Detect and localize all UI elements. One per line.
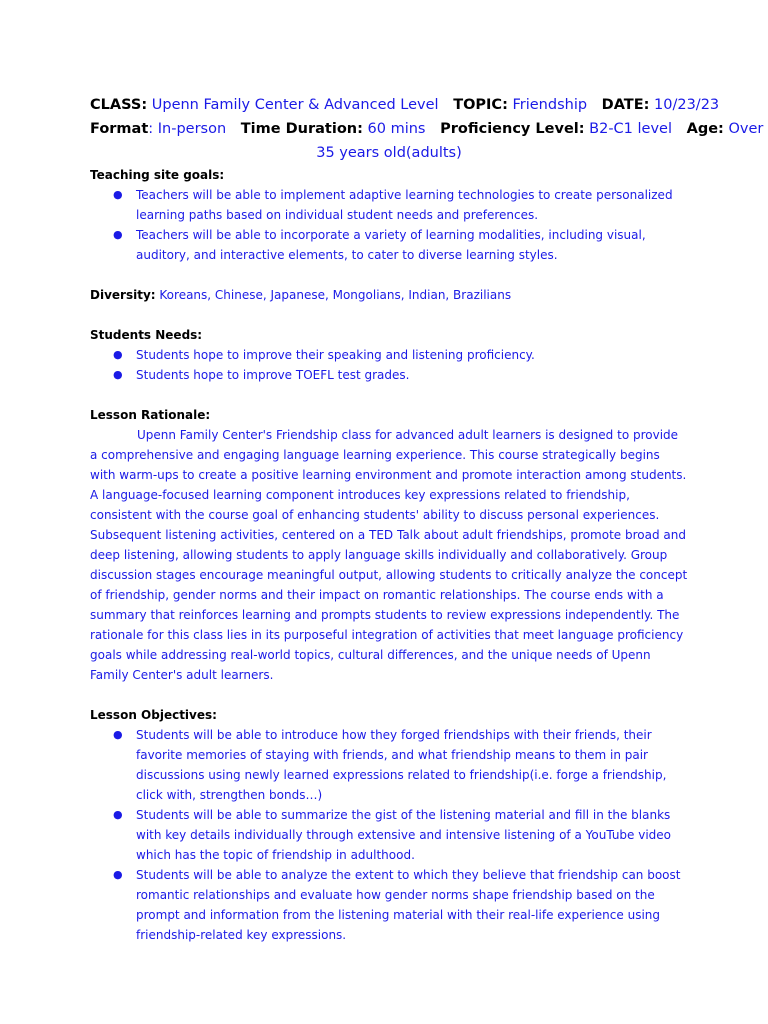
header-line-1 — [90, 93, 720, 117]
lesson-objectives-section — [90, 705, 688, 945]
topic-label: TOPIC: — [453, 97, 508, 113]
lesson-objectives-list — [90, 725, 688, 945]
lesson-header — [90, 93, 764, 165]
students-needs-list — [90, 345, 688, 385]
bullet-icon: ● — [113, 228, 123, 241]
age-value-1: Over — [728, 121, 764, 137]
proficiency-value: B2-C1 level — [589, 121, 673, 137]
bullet-icon: ● — [113, 348, 123, 361]
list-item: ● Students will be able to introduce how they forged friendships with their friends, their favorite memories of staying with friends, and what friendship means to them in pair discussions using newly learned expressions related to friendship(i.e. forge a friendship, click with, strengthen bonds…) — [136, 725, 688, 805]
duration-label: Time Duration: — [240, 121, 363, 137]
list-item: ● Students will be able to analyze the extent to which they believe that friendship can boost romantic relationships and evaluate how gender norms shape friendship based on the prompt and information from the listening material with their real-life experience using friendship-related key expressions. — [136, 865, 688, 945]
diversity-section — [90, 285, 688, 305]
class-label: CLASS: — [90, 97, 148, 113]
header-line-2 — [90, 117, 764, 141]
proficiency-label: Proficiency Level: — [440, 121, 585, 137]
bullet-icon: ● — [113, 728, 123, 741]
diversity-value: Koreans, Chinese, Japanese, Mongolians, Indian, Brazilians — [159, 288, 512, 302]
bullet-icon: ● — [113, 368, 123, 381]
bullet-icon: ● — [113, 808, 123, 821]
format-value: In-person — [157, 121, 227, 137]
list-item: ● Students will be able to summarize the gist of the listening material and fill in the blanks with key details individually through extensive and intensive listening of a YouTube video which has the topic of friendship in adulthood. — [136, 805, 688, 865]
lesson-objectives-heading: Lesson Objectives: — [90, 708, 217, 722]
age-label: Age: — [686, 121, 724, 137]
topic-value: Friendship — [512, 97, 588, 113]
teaching-site-goals-list — [90, 185, 688, 265]
lesson-rationale-text: Upenn Family Center's Friendship class for advanced adult learners is designed to provide a comprehensive and engaging language learning experience. This course strategically begins with warm-ups to create a positive learning environment and promote interaction among students. A language-focused learning component introduces key expressions related to friendship, consistent with the course goal of enhancing students' ability to discuss personal experiences. Subsequent listening activities, centered on a TED Talk about adult friendships, promote broad and deep listening, allowing students to apply language skills individually and collaboratively. Group discussion stages encourage meaningful output, allowing students to critically analyze the concept of friendship, gender norms and their impact on romantic relationships. The course ends with a summary that reinforces learning and prompts students to review expressions independently. The rationale for this class lies in its purposeful integration of activities that meet language proficiency goals while addressing real-world topics, cultural differences, and the unique needs of Upenn Family Center's adult learners. — [90, 428, 688, 682]
teaching-site-goals-heading: Teaching site goals: — [90, 168, 225, 182]
list-item: ● Teachers will be able to implement adaptive learning technologies to create personalized learning paths based on individual student needs and preferences. — [136, 185, 688, 225]
format-label: Format — [90, 121, 149, 137]
list-item: ● Students hope to improve their speaking and listening proficiency. — [136, 345, 688, 365]
list-item: ● Teachers will be able to incorporate a variety of learning modalities, including visual, auditory, and interactive elements, to cater to diverse learning styles. — [136, 225, 688, 265]
date-value: 10/23/23 — [654, 97, 720, 113]
students-needs-heading: Students Needs: — [90, 328, 203, 342]
class-value: Upenn Family Center & Advanced Level — [151, 97, 439, 113]
list-item: ● Students hope to improve TOEFL test grades. — [136, 365, 688, 385]
header-line-3 — [90, 141, 688, 165]
bullet-icon: ● — [113, 868, 123, 881]
students-needs-section — [90, 325, 688, 385]
bullet-icon: ● — [113, 188, 123, 201]
duration-value: 60 mins — [367, 121, 426, 137]
lesson-rationale-section — [90, 405, 688, 685]
format-colon: : — [148, 121, 154, 137]
diversity-label: Diversity: — [90, 288, 156, 302]
teaching-site-goals-section — [90, 165, 688, 265]
date-label: DATE: — [601, 97, 650, 113]
lesson-rationale-heading: Lesson Rationale: — [90, 408, 211, 422]
age-value-2: 35 years old(adults) — [316, 145, 462, 161]
